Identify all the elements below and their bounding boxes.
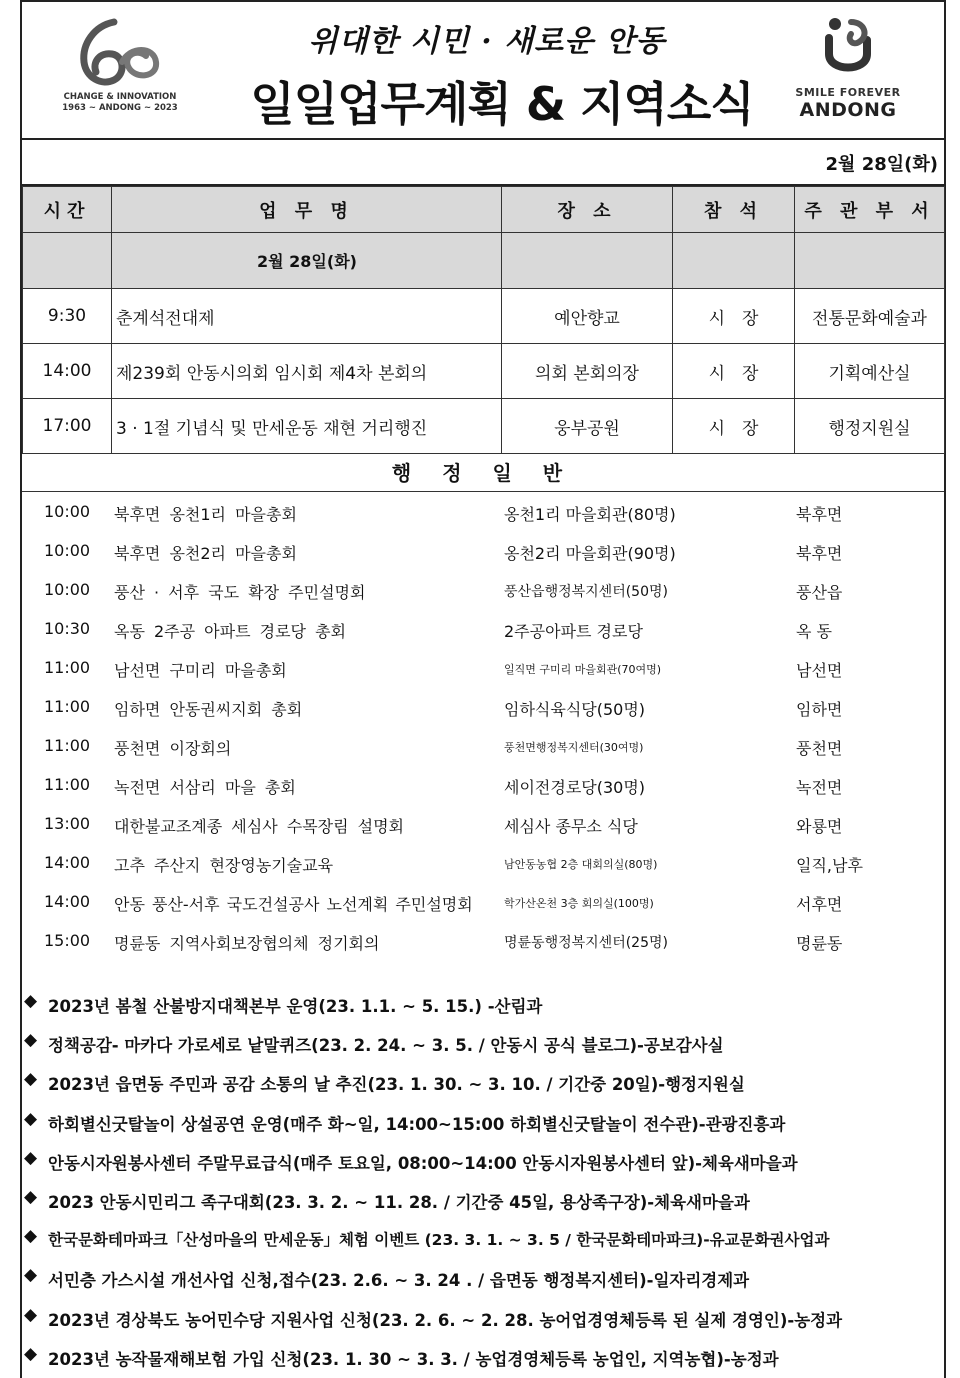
notice-text: 2023년 경상북도 농어민수당 지원사업 신청(23. 2. 6. ~ 2. 28. 농어업경영체등록 된 실제 경영인)-농정과 — [48, 1310, 843, 1330]
row-task: 춘계석전대제 — [112, 289, 502, 344]
item-dept: 풍산읍 — [796, 583, 843, 602]
item-place: 세이전경로당(30명) — [504, 778, 646, 797]
row-time: 17:00 — [23, 399, 112, 454]
list-item — [22, 804, 944, 843]
notice-text: 2023년 봄철 산불방지대책본부 운영(23. 1.1. ~ 5. 15.) -산림과 — [48, 997, 543, 1016]
item-time: 10:00 — [44, 580, 91, 599]
item-dept: 풍천면 — [796, 739, 843, 758]
row-time: 9:30 — [23, 289, 112, 344]
item-task: 녹전면 서삼리 마을 총회 — [114, 778, 296, 797]
item-place: 학가산온천 3층 회의실(100명) — [504, 897, 654, 910]
item-dept: 북후면 — [796, 544, 843, 563]
item-dept: 명륜동 — [796, 934, 843, 953]
table-row — [23, 289, 945, 344]
notice-text: 정책공감- 마카다 가로세로 낱말퀴즈(23. 2. 24. ~ 3. 5. / 안동시 공식 블로그)-공보감사실 — [48, 1036, 724, 1056]
item-task: 옥동 2주공 아파트 경로당 총회 — [114, 622, 346, 641]
diamond-bullet-icon: ◆ — [24, 991, 38, 1011]
item-dept: 일직,남후 — [796, 856, 863, 875]
item-time: 11:00 — [44, 775, 91, 794]
item-task: 북후면 옹천1리 마을총회 — [114, 505, 297, 524]
schedule-table — [22, 186, 945, 454]
item-time: 11:00 — [44, 736, 91, 755]
header-time: 시간 — [23, 187, 112, 233]
diamond-bullet-icon: ◆ — [24, 1108, 38, 1129]
item-time: 10:00 — [44, 541, 91, 560]
row-attend: 시 장 — [673, 399, 795, 454]
day-row — [23, 233, 945, 289]
row-task: 3 · 1절 기념식 및 만세운동 재현 거리행진 — [112, 399, 502, 454]
item-time: 14:00 — [44, 892, 91, 911]
admin-list — [22, 492, 944, 962]
list-item — [22, 687, 944, 726]
item-task: 풍천면 이장회의 — [114, 739, 232, 758]
item-place: 임하식육식당(50명) — [504, 700, 646, 719]
row-task: 제239회 안동시의회 임시회 제4차 본회의 — [112, 344, 502, 399]
table-header-row — [23, 187, 945, 233]
item-dept: 서후면 — [796, 895, 843, 914]
item-place: 남안동농협 2층 대회의실(80명) — [504, 858, 658, 871]
day-label: 2월 28일(화) — [112, 233, 502, 289]
item-task: 북후면 옹천2리 마을총회 — [114, 544, 297, 563]
item-time: 15:00 — [44, 931, 91, 950]
item-dept: 옥 동 — [796, 622, 832, 641]
notice-text: 하회별신굿탈놀이 상설공연 운영(매주 화~일, 14:00~15:00 하회별신굿탈놀이 전수관)-관광진흥과 — [48, 1114, 786, 1134]
item-place: 명륜동행정복지센터(25명) — [504, 935, 668, 951]
item-place: 풍천면행정복지센터(30여명) — [504, 741, 644, 754]
item-place: 2주공아파트 경로당 — [504, 622, 643, 641]
notice-item — [22, 1103, 944, 1142]
andong-brand-logo — [778, 14, 918, 121]
notice-text: 2023년 농작물재해보험 가입 신청(23. 1. 30 ~ 3. 3. / 농업경영체등록 농업인, 지역농협)-농정과 — [48, 1349, 779, 1369]
notice-item — [22, 1063, 944, 1102]
diamond-bullet-icon: ◆ — [24, 1186, 38, 1207]
notice-text: 안동시자원봉사센터 주말무료급식(매주 토요일, 08:00~14:00 안동시자원봉사센터 앞)-체육새마을과 — [48, 1153, 798, 1173]
sixty-emblem-icon — [70, 16, 170, 92]
item-place: 일직면 구미리 마을회관(70여명) — [504, 663, 662, 676]
header-dept: 주 관 부 서 — [795, 187, 945, 233]
daily-plan-page — [20, 0, 946, 1378]
admin-section-title: 행 정 일 반 — [22, 454, 944, 492]
notice-text: 2023년 읍면동 주민과 공감 소통의 날 추진(23. 1. 30. ~ 3. 10. / 기간중 20일)-행정지원실 — [48, 1075, 745, 1095]
notice-item — [22, 1299, 944, 1338]
row-time: 14:00 — [23, 344, 112, 399]
notice-item — [22, 1259, 944, 1298]
notice-item — [22, 985, 944, 1024]
item-place: 옹천1리 마을회관(80명) — [504, 505, 676, 524]
row-place: 웅부공원 — [502, 399, 673, 454]
diamond-bullet-icon: ◆ — [24, 1030, 38, 1051]
diamond-bullet-icon: ◆ — [24, 1147, 38, 1168]
list-item — [22, 726, 944, 765]
list-item — [22, 882, 944, 921]
60th-anniversary-logo — [50, 16, 190, 126]
current-date: 2월 28일(화) — [825, 154, 938, 175]
logo-caption-2: 1963 ~ ANDONG ~ 2023 — [62, 103, 178, 113]
table-row — [23, 344, 945, 399]
item-dept: 녹전면 — [796, 778, 843, 797]
diamond-bullet-icon: ◆ — [24, 1265, 38, 1286]
item-time: 11:00 — [44, 658, 91, 677]
item-dept: 남선면 — [796, 661, 843, 680]
item-time: 11:00 — [44, 697, 91, 716]
row-attend: 시 장 — [673, 289, 795, 344]
header-place: 장 소 — [502, 187, 673, 233]
page-header — [22, 0, 944, 140]
header-attend: 참 석 — [673, 187, 795, 233]
item-task: 남선면 구미리 마을총회 — [114, 661, 287, 680]
item-place: 세심사 종무소 식당 — [504, 817, 638, 836]
logo-caption-smile: SMILE FOREVER — [795, 86, 901, 99]
notice-list — [22, 985, 944, 1377]
item-task: 임하면 안동권씨지회 총회 — [114, 700, 303, 719]
diamond-bullet-icon: ◆ — [24, 1343, 38, 1364]
item-task: 풍산 · 서후 국도 확장 주민설명회 — [114, 583, 366, 602]
item-place: 옹천2리 마을회관(90명) — [504, 544, 676, 563]
notice-text: 2023 안동시민리그 족구대회(23. 3. 2. ~ 11. 28. / 기간중 45일, 용상족구장)-체육새마을과 — [48, 1192, 750, 1212]
date-row — [22, 140, 944, 186]
notice-item — [22, 1220, 944, 1259]
page-title: 일일업무계획 & 지역소식 — [250, 77, 754, 131]
list-item — [22, 921, 944, 960]
table-row — [23, 399, 945, 454]
row-dept: 행정지원실 — [795, 399, 945, 454]
notice-item — [22, 1024, 944, 1063]
diamond-bullet-icon: ◆ — [24, 1226, 38, 1247]
logo-caption-andong: ANDONG — [799, 99, 897, 121]
list-item — [22, 570, 944, 609]
list-item — [22, 843, 944, 882]
item-time: 14:00 — [44, 853, 91, 872]
item-dept: 와룡면 — [796, 817, 843, 836]
notice-text: 한국문화테마파크「산성마을의 만세운동」체험 이벤트 (23. 3. 1. ~ 3. 5 / 한국문화테마파크)-유교문화권사업과 — [48, 1231, 830, 1250]
row-place: 의회 본회의장 — [502, 344, 673, 399]
item-task: 명륜동 지역사회보장협의체 정기회의 — [114, 934, 380, 953]
list-item — [22, 492, 944, 531]
list-item — [22, 765, 944, 804]
item-time: 10:30 — [44, 619, 91, 638]
notice-text: 서민층 가스시설 개선사업 신청,접수(23. 2.6. ~ 3. 24 . / 읍면동 행정복지센터)-일자리경제과 — [48, 1271, 750, 1291]
item-task: 고추 주산지 현장영농기술교육 — [114, 856, 334, 875]
notice-item — [22, 1338, 944, 1377]
logo-caption-1: CHANGE & INNOVATION — [63, 92, 177, 102]
item-dept: 임하면 — [796, 700, 843, 719]
item-task: 안동 풍산-서후 국도건설공사 노선계획 주민설명회 — [114, 895, 473, 914]
notice-item — [22, 1142, 944, 1181]
item-time: 13:00 — [44, 814, 91, 833]
diamond-bullet-icon: ◆ — [24, 1304, 38, 1325]
row-dept: 기획예산실 — [795, 344, 945, 399]
diamond-bullet-icon: ◆ — [24, 1069, 38, 1090]
row-place: 예안향교 — [502, 289, 673, 344]
item-task: 대한불교조계종 세심사 수목장림 설명회 — [114, 817, 405, 836]
list-item — [22, 531, 944, 570]
header-task: 업 무 명 — [112, 187, 502, 233]
smile-emblem-icon — [813, 14, 883, 84]
item-time: 10:00 — [44, 502, 91, 521]
notice-item — [22, 1181, 944, 1220]
row-dept: 전통문화예술과 — [795, 289, 945, 344]
row-attend: 시 장 — [673, 344, 795, 399]
list-item — [22, 609, 944, 648]
item-place: 풍산읍행정복지센터(50명) — [504, 584, 668, 600]
list-item — [22, 648, 944, 687]
slogan: 위대한 시민 · 새로운 안동 — [308, 24, 666, 59]
item-dept: 북후면 — [796, 505, 843, 524]
